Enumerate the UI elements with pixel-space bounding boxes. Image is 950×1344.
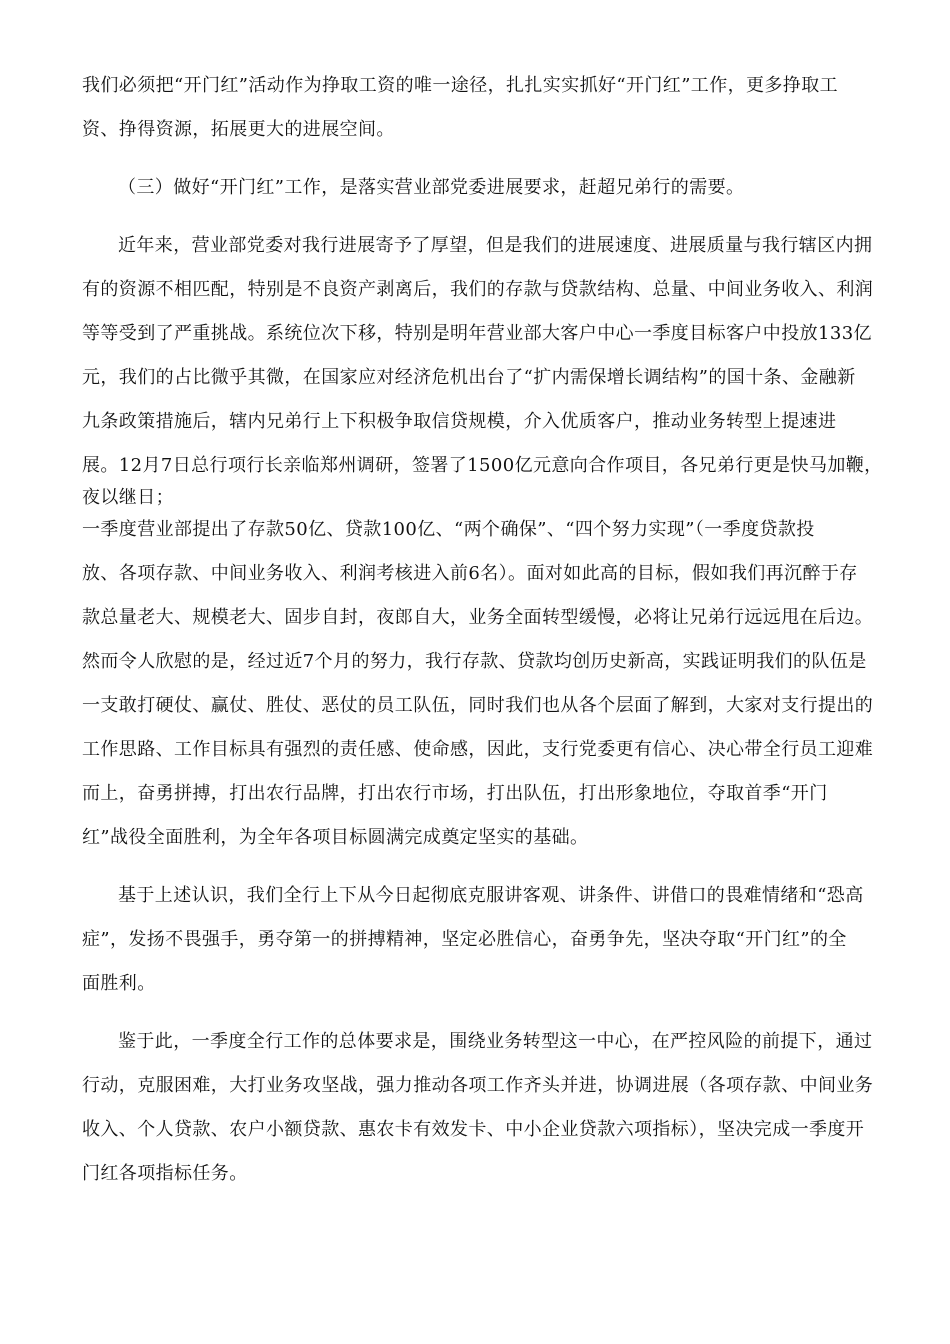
- text-line: 面胜利。: [82, 973, 156, 994]
- text-line: 收入、个人贷款、农户小额贷款、惠农卡有效发卡、中小企业贷款六项指标），坚决完成一季度开: [82, 1119, 865, 1140]
- text-line: 一支敢打硬仗、赢仗、胜仗、恶仗的员工队伍，同时我们也从各个层面了解到，大家对支行提出的: [82, 695, 874, 716]
- paragraph-4: [82, 1030, 872, 1186]
- paragraph-1: [82, 74, 872, 142]
- text-line: 资、挣得资源，拓展更大的进展空间。: [82, 119, 395, 140]
- text-line: 而上，奋勇拼搏，打出农行品牌，打出农行市场，打出队伍，打出形象地位，夺取首季“开门: [82, 783, 828, 804]
- text-line: 红”战役全面胜利，为全年各项目标圆满完成奠定坚实的基础。: [82, 827, 589, 848]
- document-body: [82, 74, 883, 1186]
- text-line: 一季度营业部提出了存款50亿、贷款100亿、“两个确保”、“四个努力实现”（一季度贷款投: [82, 519, 815, 540]
- text-line: 鉴于此，一季度全行工作的总体要求是，围绕业务转型这一中心，在严控风险的前提下，通过: [118, 1031, 873, 1052]
- section-heading-3: [82, 176, 872, 200]
- text-line: 我们必须把“开门红”活动作为挣取工资的唯一途径，扎扎实实抓好“开门红”工作，更多挣取工: [82, 75, 839, 96]
- text-line: 行动，克服困难，大打业务攻坚战，强力推动各项工作齐头并进，协调进展（各项存款、中间业务: [82, 1075, 874, 1096]
- text-line: 夜以继日；: [82, 487, 174, 508]
- text-line: 有的资源不相匹配，特别是不良资产剥离后，我们的存款与贷款结构、总量、中间业务收入、利润: [82, 279, 874, 300]
- text-line: 然而令人欣慰的是，经过近7个月的努力，我行存款、贷款均创历史新高，实践证明我们的队伍是: [82, 651, 867, 672]
- text-line: 款总量老大、规模老大、固步自封，夜郎自大，业务全面转型缓慢，必将让兄弟行远远甩在后边。: [82, 607, 874, 628]
- text-line: （三）做好“开门红”工作，是落实营业部党委进展要求，赶超兄弟行的需要。: [118, 177, 745, 198]
- paragraph-3: [82, 884, 872, 996]
- text-line: 基于上述认识，我们全行上下从今日起彻底克服讲客观、讲条件、讲借口的畏难情绪和“恐高: [118, 885, 864, 906]
- text-line: 元，我们的占比微乎其微，在国家应对经济危机出台了“扩内需保增长调结构”的国十条、金融新: [82, 367, 856, 388]
- text-line: 近年来，营业部党委对我行进展寄予了厚望，但是我们的进展速度、进展质量与我行辖区内拥: [118, 235, 873, 256]
- text-line: 等等受到了严重挑战。系统位次下移，特别是明年营业部大客户中心一季度目标客户中投放133亿: [82, 323, 872, 344]
- text-line: 工作思路、工作目标具有强烈的责任感、使命感，因此，支行党委更有信心、决心带全行员工迎难: [82, 739, 874, 760]
- text-line: 症”，发扬不畏强手，勇夺第一的拼搏精神，坚定必胜信心，奋勇争先，坚决夺取“开门红”的全: [82, 929, 847, 950]
- paragraph-2: [82, 234, 883, 850]
- text-line: 九条政策措施后，辖内兄弟行上下积极争取信贷规模，介入优质客户，推动业务转型上提速进: [82, 411, 837, 432]
- text-line: 门红各项指标任务。: [82, 1163, 248, 1184]
- text-line: 展。12月7日总行项行长亲临郑州调研，签署了1500亿元意向合作项目，各兄弟行更是快马加鞭，: [82, 455, 883, 476]
- text-line: 放、各项存款、中间业务收入、利润考核进入前6名）。面对如此高的目标，假如我们再沉醉于存: [82, 563, 858, 584]
